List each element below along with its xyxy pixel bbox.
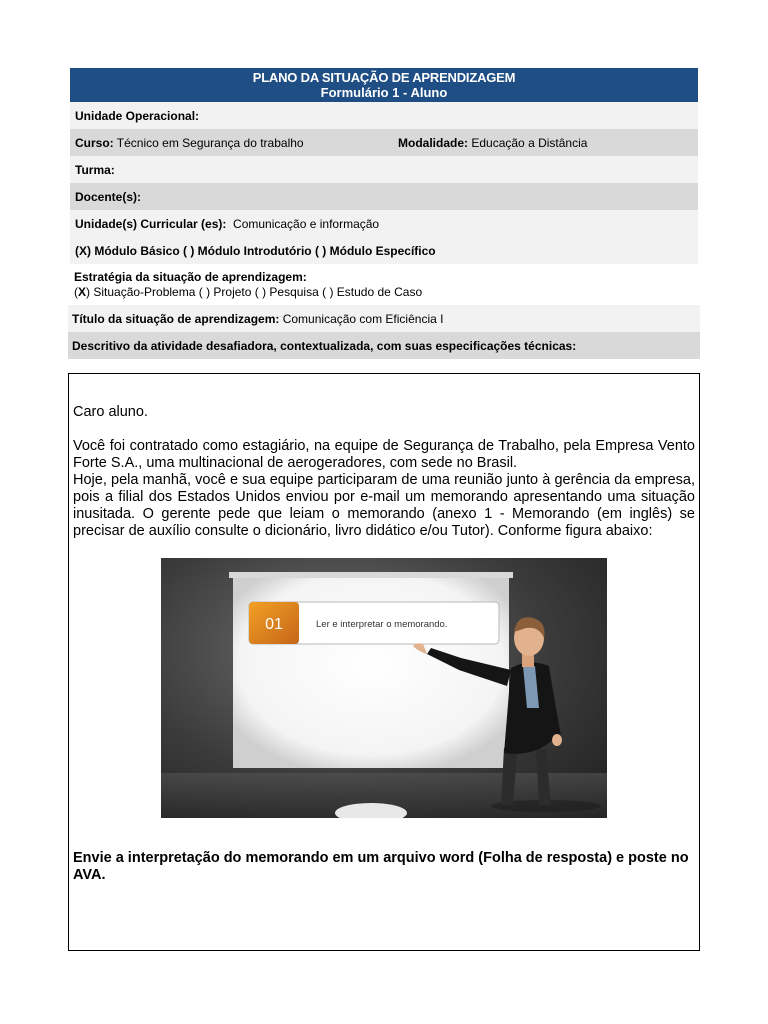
unidade-curricular-value: Comunicação e informação: [233, 216, 380, 231]
modulos-text: (X) Módulo Básico ( ) Módulo Introdutório ( ) Módulo Específico: [75, 243, 436, 258]
row-docentes: [70, 183, 698, 210]
estrategia-selected-mark: X: [78, 285, 87, 299]
row-estrategia: [70, 264, 698, 302]
turma-label: Turma:: [75, 162, 115, 177]
titulo-value: Comunicação com Eficiência I: [282, 311, 444, 326]
form-table: [70, 68, 698, 302]
presentation-illustration: [161, 558, 607, 818]
curso-field: [75, 136, 304, 150]
greeting: Caro aluno.: [73, 404, 148, 420]
curso-label: Curso:: [75, 135, 114, 150]
estrategia-open: (: [74, 285, 78, 299]
row-turma: [70, 156, 698, 183]
step-number: 01: [265, 616, 283, 633]
descritivo-label: Descritivo da atividade desafiadora, contextualizada, com suas especificações técnicas:: [72, 338, 577, 353]
row-modulos: [70, 237, 698, 264]
screen-bar: [229, 572, 513, 578]
form-title: PLANO DA SITUAÇÃO DE APRENDIZAGEM: [252, 70, 516, 85]
modalidade-value: Educação a Distância: [471, 135, 588, 150]
estrategia-rest: ) Situação-Problema ( ) Projeto ( ) Pesquisa ( ) Estudo de Caso: [86, 285, 423, 299]
step-text: Ler e interpretar o memorando.: [316, 619, 448, 630]
row-descritivo: [68, 332, 700, 359]
presentation-scene: [161, 558, 607, 818]
unidade-curricular-label: Unidade(s) Curricular (es):: [75, 216, 227, 231]
form-header: [70, 68, 698, 102]
modalidade-label: Modalidade:: [398, 135, 469, 150]
estrategia-options: [74, 285, 422, 300]
modalidade-field: [398, 136, 587, 150]
row-titulo: [68, 305, 700, 332]
paragraph-2: Hoje, pela manhã, você e sua equipe participaram de uma reunião junto à gerência da empresa, pois a filial dos Estados Unidos enviou por e-mail um memorando apresentando uma situação inusitada. O gerente pede que leiam o memorando (anexo 1 - Memorando (em inglês) se precisar de auxílio consulte o dicionário, livro didático e/ou Tutor). Conforme figura abaixo:: [73, 472, 695, 539]
titulo-label: Título da situação de aprendizagem:: [72, 311, 280, 326]
paragraph-1: Você foi contratado como estagiário, na equipe de Segurança de Trabalho, pela Empresa Vento Forte S.A., uma multinacional de aerogeradores, com sede no Brasil.: [73, 438, 695, 471]
closing-instruction: Envie a interpretação do memorando em um arquivo word (Folha de resposta) e poste no AVA.: [73, 850, 689, 883]
row-unidade-curricular: [70, 210, 698, 237]
curso-value: Técnico em Segurança do trabalho: [116, 135, 304, 150]
docentes-label: Docente(s):: [75, 189, 142, 204]
activity-box: [68, 373, 700, 951]
row-curso: [70, 129, 698, 156]
activity-text: [73, 404, 695, 540]
row-unidade-operacional: [70, 102, 698, 129]
estrategia-label: Estratégia da situação de aprendizagem:: [74, 270, 307, 284]
unidade-operacional-label: Unidade Operacional:: [75, 108, 200, 123]
form-subtitle: Formulário 1 - Aluno: [320, 85, 448, 100]
